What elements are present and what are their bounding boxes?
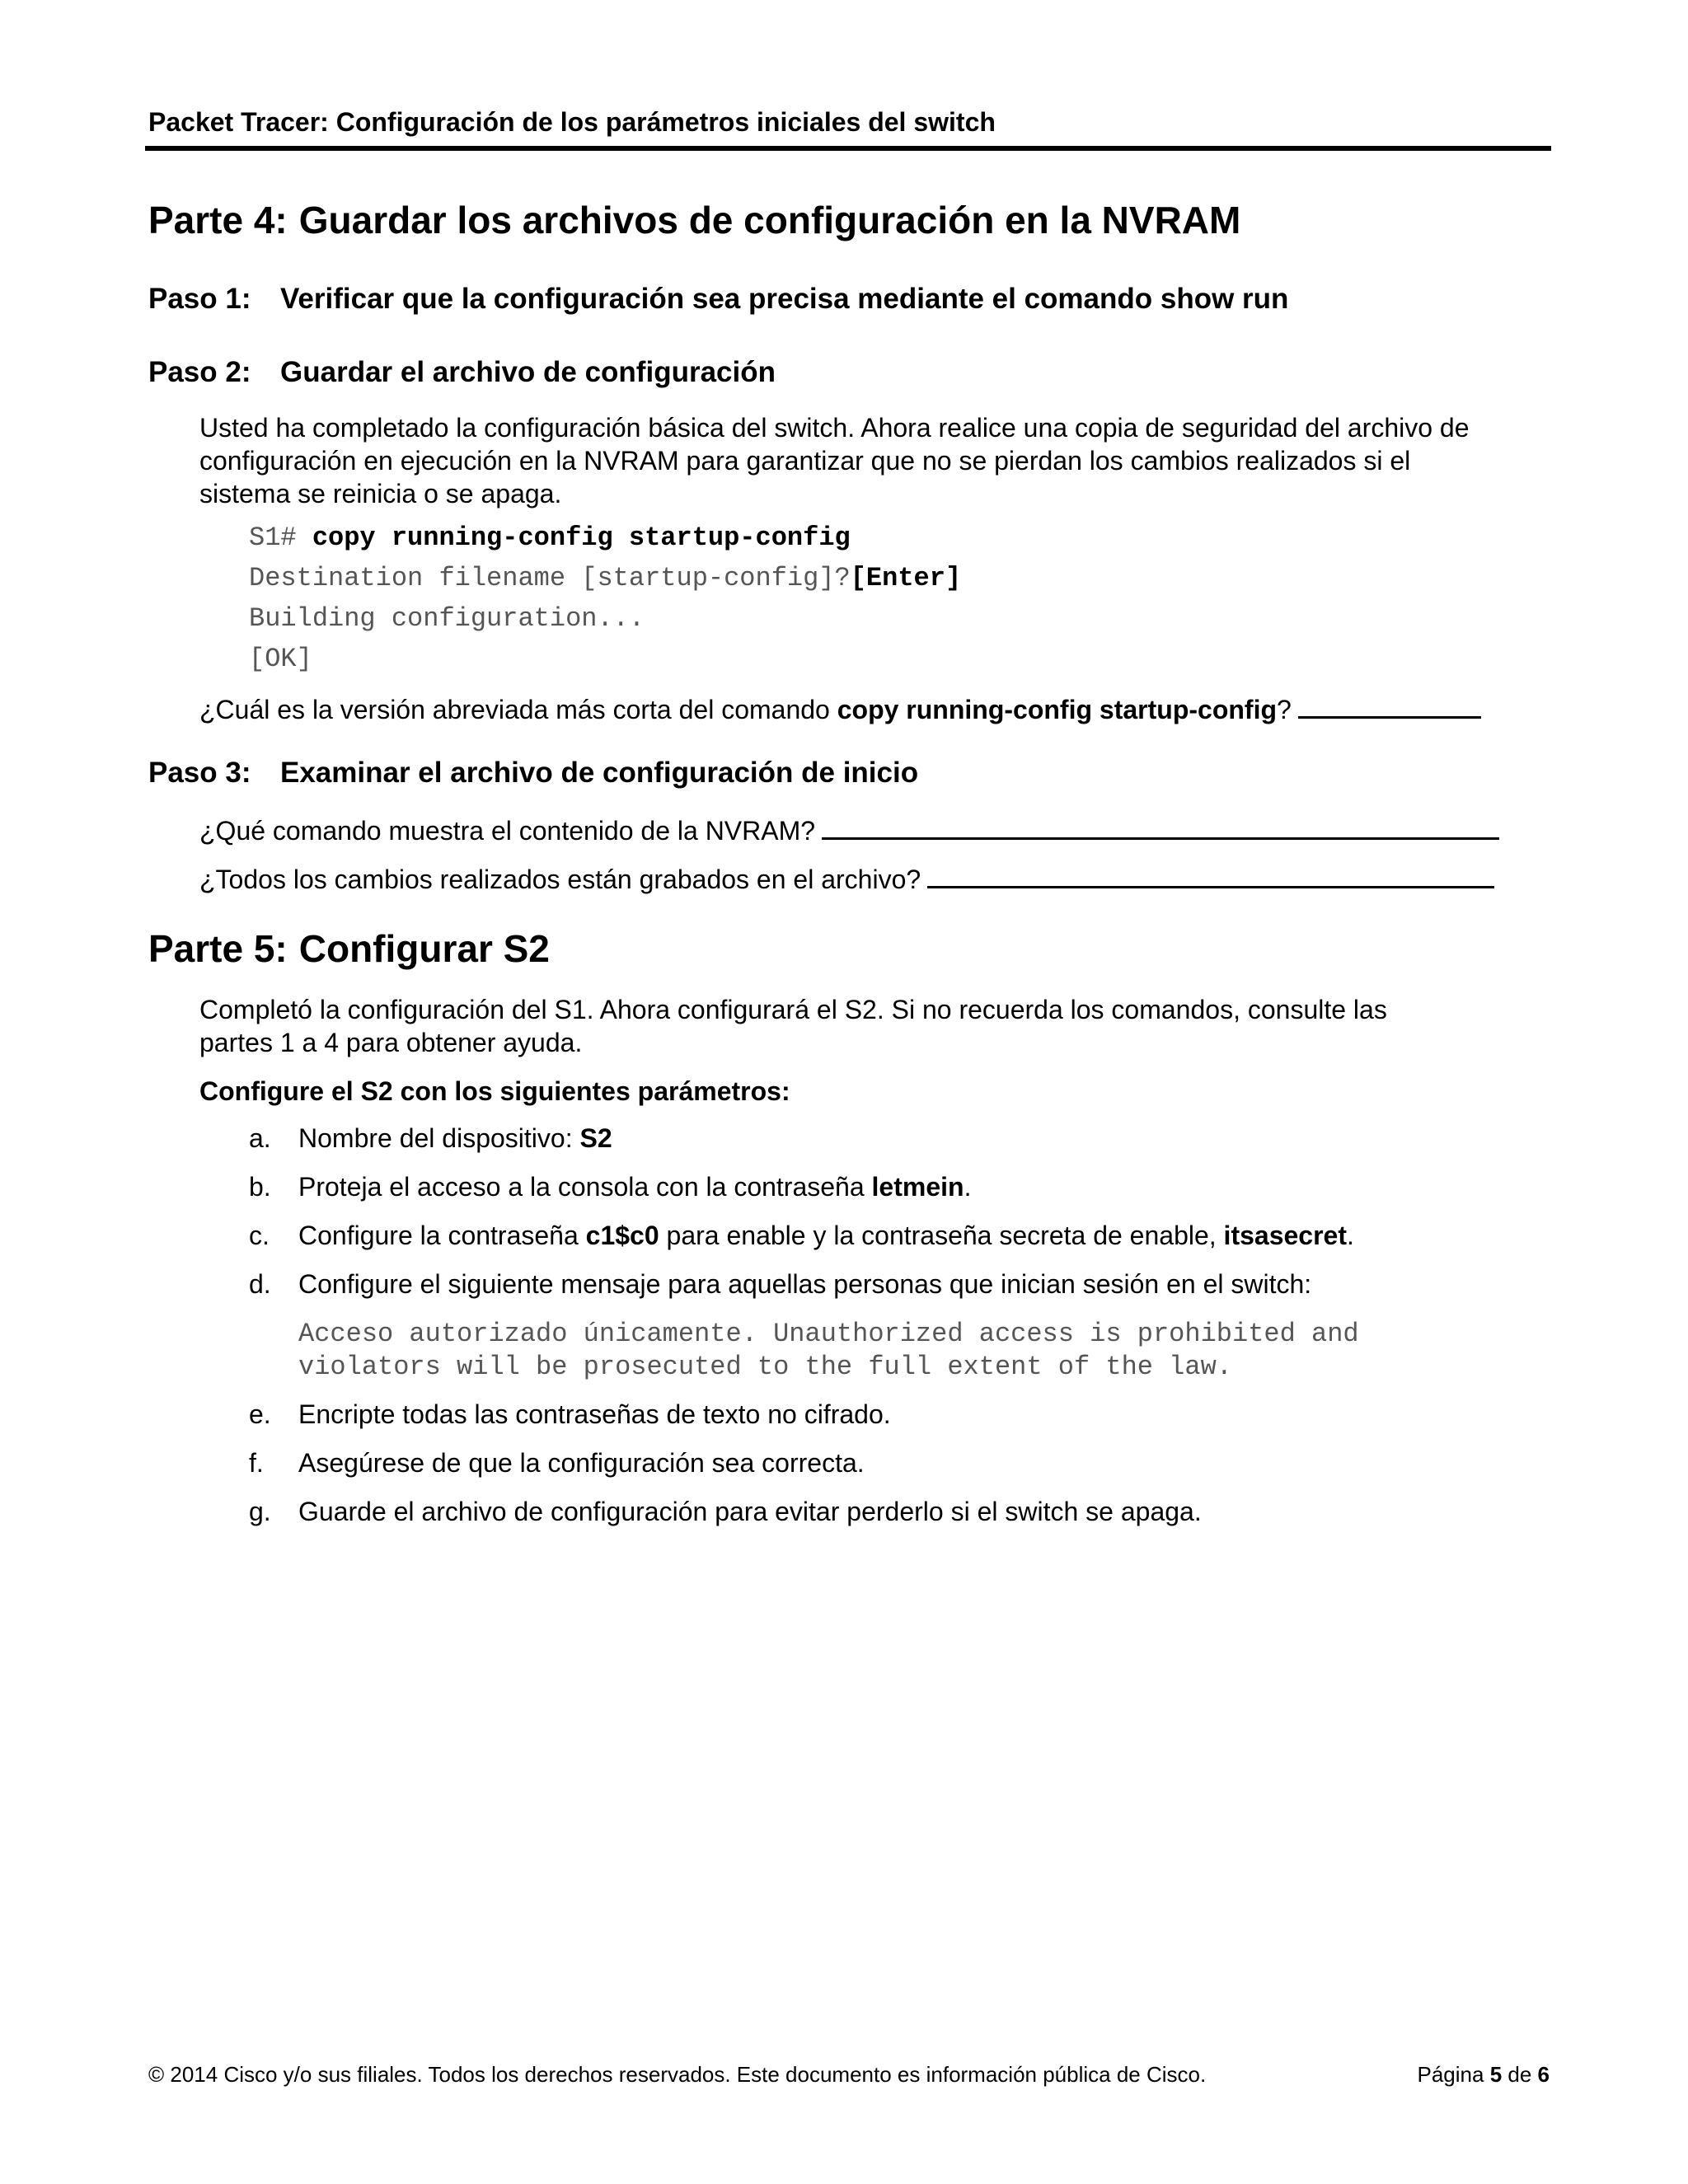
part5-title: Configurar S2 bbox=[298, 927, 550, 970]
paragraph-line: configuración en ejecución en la NVRAM para garantizar que no se pierdan los cambios realizados si el bbox=[199, 446, 1411, 476]
question-text: ¿Qué comando muestra el contenido de la NVRAM? bbox=[199, 816, 816, 846]
step2-question bbox=[199, 691, 1481, 726]
page-of: de bbox=[1502, 2062, 1538, 2087]
step3-heading bbox=[148, 757, 918, 790]
question-text: ¿Todos los cambios realizados están grabados en el archivo? bbox=[199, 865, 921, 894]
list-marker: c. bbox=[249, 1221, 270, 1250]
paragraph-line: partes 1 a 4 para obtener ayuda. bbox=[199, 1028, 583, 1057]
item-text: para enable y la contraseña secreta de enable, bbox=[659, 1221, 1224, 1250]
item-text: Configure el siguiente mensaje para aquellas personas que inician sesión en el switch: bbox=[298, 1269, 1312, 1299]
step2-number: Paso 2: bbox=[148, 356, 251, 388]
header-rule bbox=[145, 146, 1551, 151]
answer-blank bbox=[822, 813, 1499, 840]
list-marker: a. bbox=[249, 1123, 271, 1153]
list-item bbox=[249, 1399, 891, 1430]
question-command: copy running-config startup-config bbox=[837, 695, 1277, 724]
code-prompt: S1# bbox=[249, 523, 312, 553]
list-marker: f. bbox=[249, 1448, 264, 1478]
paragraph-line: sistema se reinicia o se apaga. bbox=[199, 479, 562, 509]
list-item bbox=[249, 1172, 971, 1202]
page-total: 6 bbox=[1537, 2062, 1550, 2087]
part5-paragraph bbox=[199, 993, 1387, 1059]
step1-heading bbox=[148, 283, 1288, 316]
list-marker: d. bbox=[249, 1269, 271, 1299]
code-command: copy running-config startup-config bbox=[312, 523, 851, 553]
banner-message bbox=[298, 1318, 1359, 1384]
part5-heading bbox=[148, 926, 550, 971]
footer-page-number bbox=[1418, 2062, 1550, 2088]
code-text: Destination filename [startup-config]? bbox=[249, 563, 851, 593]
item-text: Configure la contraseña bbox=[298, 1221, 586, 1250]
item-text: Nombre del dispositivo: bbox=[298, 1123, 580, 1153]
step3-number: Paso 3: bbox=[148, 757, 251, 789]
list-item bbox=[249, 1221, 1354, 1251]
paragraph-line: Completó la configuración del S1. Ahora configurará el S2. Si no recuerda los comandos, consulte las bbox=[199, 995, 1387, 1024]
part4-title: Guardar los archivos de configuración en la NVRAM bbox=[298, 199, 1241, 241]
footer-copyright: © 2014 Cisco y/o sus filiales. Todos los derechos reservados. Este documento es información pública de Cisco. bbox=[148, 2062, 1207, 2087]
part5-number: Parte 5: bbox=[148, 927, 288, 970]
code-key: [Enter] bbox=[850, 563, 962, 593]
code-line-copy bbox=[249, 523, 851, 553]
question-text: ¿Cuál es la versión abreviada más corta del comando bbox=[199, 695, 837, 724]
item-text: Guarde el archivo de configuración para evitar perderlo si el switch se apaga. bbox=[298, 1497, 1202, 1526]
list-marker: b. bbox=[249, 1172, 271, 1202]
page-label: Página bbox=[1417, 2062, 1490, 2087]
step2-heading bbox=[148, 356, 776, 389]
list-marker: g. bbox=[249, 1497, 271, 1526]
step1-number: Paso 1: bbox=[148, 283, 251, 315]
code-line-building: Building configuration... bbox=[249, 603, 645, 634]
question-mark: ? bbox=[1277, 695, 1292, 724]
item-text: Proteja el acceso a la consola con la contraseña bbox=[298, 1172, 872, 1202]
paragraph-line: Usted ha completado la configuración básica del switch. Ahora realice una copia de seguridad del archivo de bbox=[199, 413, 1470, 443]
item-value: letmein bbox=[871, 1172, 964, 1202]
item-text: Asegúrese de que la configuración sea correcta. bbox=[298, 1448, 865, 1478]
code-line-ok: [OK] bbox=[249, 644, 312, 674]
answer-blank bbox=[1298, 691, 1481, 719]
item-value: itsasecret bbox=[1223, 1221, 1347, 1250]
item-text: . bbox=[1346, 1221, 1354, 1250]
step3-question-1 bbox=[199, 813, 1499, 847]
step3-question-2 bbox=[199, 861, 1494, 896]
list-item bbox=[249, 1269, 1311, 1300]
answer-blank bbox=[927, 861, 1494, 888]
item-value: c1$c0 bbox=[585, 1221, 659, 1250]
part4-number: Parte 4: bbox=[148, 199, 288, 241]
list-item bbox=[249, 1123, 612, 1154]
page-header: Packet Tracer: Configuración de los parámetros iniciales del switch bbox=[148, 107, 996, 137]
page-current: 5 bbox=[1489, 2062, 1503, 2087]
list-marker: e. bbox=[249, 1399, 271, 1429]
item-text: Encripte todas las contraseñas de texto no cifrado. bbox=[298, 1399, 891, 1429]
item-text: . bbox=[964, 1172, 972, 1202]
part4-heading bbox=[148, 198, 1240, 242]
step2-paragraph bbox=[199, 411, 1470, 510]
part5-intro: Configure el S2 con los siguientes parámetros: bbox=[199, 1076, 790, 1106]
step1-title: Verificar que la configuración sea precisa mediante el comando show run bbox=[280, 283, 1289, 315]
list-item bbox=[249, 1448, 865, 1479]
banner-line: violators will be prosecuted to the full extent of the law. bbox=[298, 1352, 1232, 1382]
banner-line: Acceso autorizado únicamente. Unauthorized access is prohibited and bbox=[298, 1319, 1359, 1349]
item-value: S2 bbox=[579, 1123, 612, 1153]
step2-title: Guardar el archivo de configuración bbox=[280, 356, 776, 388]
code-line-destination bbox=[249, 563, 961, 593]
step3-title: Examinar el archivo de configuración de inicio bbox=[280, 757, 919, 789]
list-item bbox=[249, 1497, 1202, 1527]
